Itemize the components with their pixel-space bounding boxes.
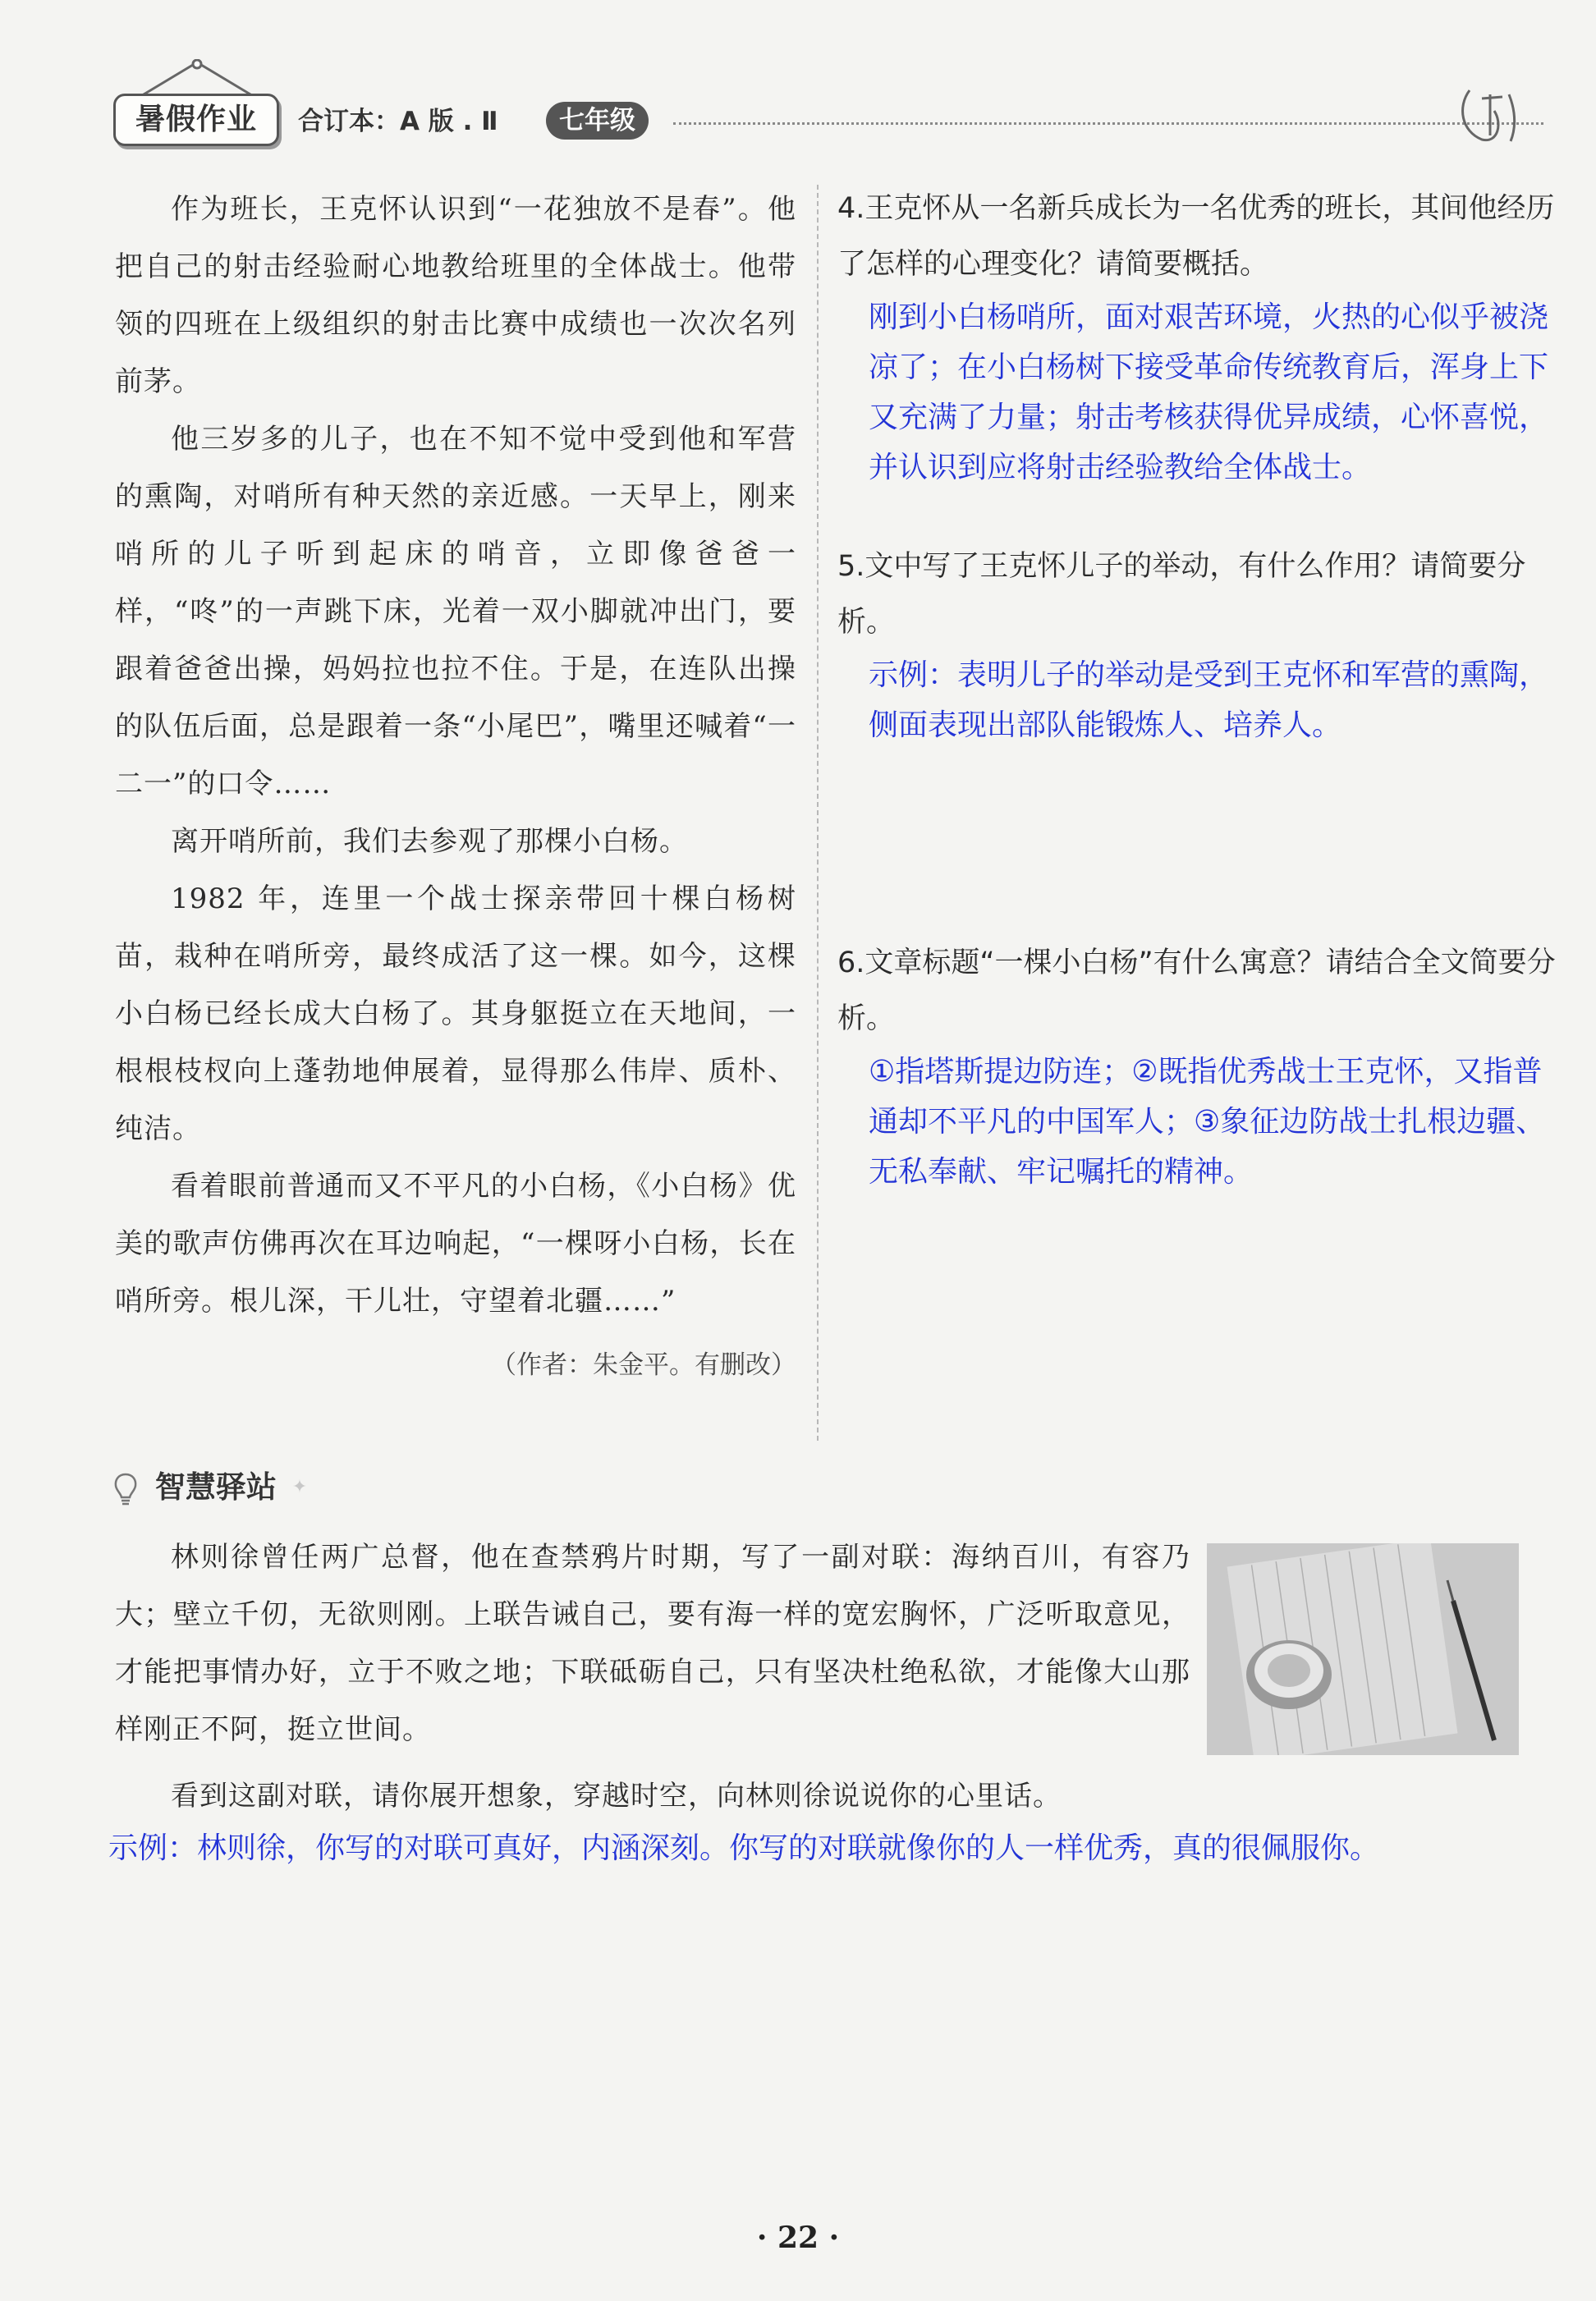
questions-column [837, 181, 1560, 1197]
page-header [107, 57, 1519, 148]
wisdom-prompt [115, 1767, 1511, 1825]
title-badge [107, 57, 283, 148]
lightbulb-icon [113, 1472, 138, 1506]
question-text [837, 539, 1560, 650]
wisdom-section-title [113, 1463, 307, 1512]
author-credit: （作者：朱金平。有删改） [491, 1350, 796, 1380]
answer-text: 示例：表明儿子的举动是受到王克怀和军营的熏陶，侧面表现出部队能锻炼人、培养人。 [869, 658, 1549, 742]
passage-paragraph: 1982 年，连里一个战士探亲带回十棵白杨树苗，栽种在哨所旁，最终成活了这一棵。如今，这棵小白杨已经长成大白杨了。其身躯挺立在天地间，一根根枝杈向上蓬勃地伸展着，显得那么伟岸、质朴、纯洁。 [115, 882, 796, 1145]
leaf-doodle-icon [1453, 82, 1535, 148]
header-divider [673, 122, 1543, 125]
passage-paragraph: 作为班长，王克怀认识到“一花独放不是春”。他把自己的射击经验耐心地教给班里的全体战士。他带领的四班在上级组织的射击比赛中成绩也一次次名列前茅。 [115, 193, 796, 398]
question-number: 4. [837, 192, 865, 225]
question-6 [837, 935, 1560, 1197]
question-5 [837, 539, 1560, 750]
reading-passage [115, 181, 796, 1394]
passage-paragraph: 离开哨所前，我们去参观了那棵小白杨。 [171, 825, 688, 858]
wisdom-passage [115, 1529, 1190, 1758]
column-divider [817, 185, 819, 1441]
badge-label: 暑假作业 [113, 94, 279, 146]
question-text [837, 181, 1560, 292]
hanging-string-icon [131, 59, 263, 99]
answer-text: 刚到小白杨哨所，面对艰苦环境，火热的心似乎被浇凉了；在小白杨树下接受革命传统教育后，浑身上下又充满了力量；射击考核获得优异成绩，心怀喜悦，并认识到应将射击经验教给全体战士。 [869, 300, 1549, 484]
question-number: 6. [837, 947, 865, 979]
answer-text: ①指塔斯提边防连；②既指优秀战士王克怀，又指普通却不平凡的中国军人；③象征边防战士扎根边疆、无私奉献、牢记嘱托的精神。 [869, 1055, 1546, 1189]
question-body: 王克怀从一名新兵成长为一名优秀的班长，其间他经历了怎样的心理变化？请简要概括。 [837, 192, 1555, 281]
passage-paragraph: 看着眼前普通而又不平凡的小白杨，《小白杨》优美的歌声仿佛再次在耳边响起，“一棵呀小白杨，长在哨所旁。根儿深，干儿壮，守望着北疆……” [115, 1170, 796, 1318]
wisdom-paragraph: 林则徐曾任两广总督，他在查禁鸦片时期，写了一副对联：海纳百川，有容乃大；壁立千仞，无欲则刚。上联告诫自己，要有海一样的宽宏胸怀，广泛听取意见，才能把事情办好，立于不败之地；下联砥砺自己，只有坚决杜绝私欲，才能像大山那样刚正不阿，挺立世间。 [115, 1541, 1190, 1746]
question-body: 文中写了王克怀儿子的举动，有什么作用？请简要分析。 [837, 550, 1526, 639]
page-number: · 22 · [756, 2221, 840, 2255]
passage-paragraph: 他三岁多的儿子，也在不知不觉中受到他和军营的熏陶，对哨所有种天然的亲近感。一天早上，刚来哨所的儿子听到起床的哨音，立即像爸爸一样，“咚”的一声跳下床，光着一双小脚就冲出门，要跟着爸爸出操，妈妈拉也拉不住。于是，在连队出操的队伍后面，总是跟着一条“小尾巴”，嘴里还喊着“一二一”的口令…… [115, 423, 796, 800]
question-body: 文章标题“一棵小白杨”有什么寓意？请结合全文简要分析。 [837, 947, 1556, 1035]
section-title-text: 智慧驿站 [154, 1469, 277, 1505]
question-number: 5. [837, 550, 865, 583]
prompt-text: 看到这副对联，请你展开想象，穿越时空，向林则徐说说你的心里话。 [171, 1780, 1062, 1813]
star-decoration-icon: ✦ [291, 1477, 308, 1497]
paper-pen-illustration [1207, 1543, 1519, 1755]
grade-badge: 七年级 [546, 102, 649, 140]
question-text [837, 935, 1560, 1047]
question-4 [837, 181, 1560, 493]
couplet-photo [1207, 1543, 1519, 1755]
edition-label: 合订本：A 版 . Ⅱ [298, 107, 498, 136]
wisdom-answer: 示例：林则徐，你写的对联可真好，内涵深刻。你写的对联就像你的人一样优秀，真的很佩服你。 [108, 1831, 1380, 1865]
